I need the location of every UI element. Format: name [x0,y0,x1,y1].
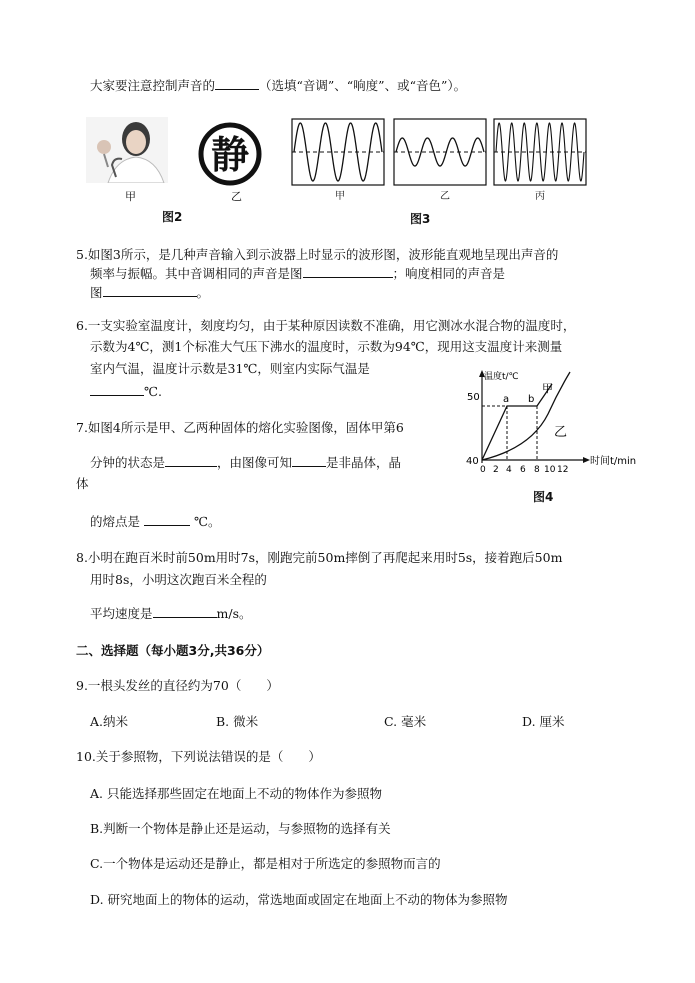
section-2-title: 二、选择题（每小题3分,共36分） [76,643,270,658]
x-tick-10: 10 [544,465,556,475]
fig3-label-bing: 丙 [535,191,545,202]
fig3-label-yi: 乙 [440,191,450,202]
q7-text-d: 的熔点是 [90,514,141,529]
fig3-caption: 图3 [410,212,431,226]
x-tick-2: 2 [493,465,499,475]
q7-unit: ℃。 [193,514,221,529]
fig3-label-jia: 甲 [335,191,345,202]
q8-text-a: 平均速度是 [90,606,153,621]
q8-line3 [90,604,252,622]
q10-option-d[interactable]: D. 研究地面上的物体的运动，常选地面或固定在地面上不动的物体为参照物 [90,892,508,907]
figure-2-doctor-image [86,117,168,183]
q6-blank[interactable] [90,382,144,396]
q7-text-c: 是非晶体，晶 [326,455,402,470]
q9-stem: 9.一根头发丝的直径约为70（ ） [76,678,279,693]
curve-yi [482,372,570,460]
q5-text-b: ；响度相同的声音是 [392,266,506,281]
q10-option-a[interactable]: A. 只能选择那些固定在地面上不动的物体作为参照物 [90,786,382,801]
q8-line1: 8.小明在跑百米时前50m用时7s，刚跑完前50m摔倒了再爬起来用时5s，接着跑后50m [76,550,563,565]
y-axis-label: 温度t/℃ [484,372,519,382]
x-tick-0: 0 [480,465,486,475]
q7-blank-1[interactable] [165,453,217,467]
q9-option-b[interactable]: B. 微米 [216,714,259,729]
intro-line [90,76,466,94]
intro-text-before: 大家要注意控制声音的 [90,78,216,93]
q7-text-b: ，由图像可知 [217,455,293,470]
q5-text-c: 图 [90,285,103,300]
q5-text-a: 频率与振幅。其中音调相同的声音是图 [90,266,303,281]
q5-blank-1[interactable] [303,264,393,278]
x-tick-4: 4 [506,465,512,475]
q6-unit: ℃. [144,384,162,399]
melting-graph [436,368,656,478]
q7-blank-2[interactable] [292,453,326,467]
q5-blank-2[interactable] [103,283,197,297]
q6-line3: 室内气温，温度计示数是31℃，则室内实际气温是 [90,361,370,376]
x-axis-label: 时间t/min [590,456,637,467]
q6-line2: 示数为4℃，测1个标准大气压下沸水的温度时，示数为94℃，现用这支温度计来测量 [90,339,563,354]
q10-stem: 10.关于参照物，下列说法错误的是（ ） [76,749,321,764]
q9-option-c[interactable]: C. 毫米 [384,714,427,729]
q7-blank-3[interactable] [144,512,190,526]
q7-line2b: 体 [76,476,89,491]
point-b-label: b [528,394,535,405]
point-a-label: a [503,394,510,405]
q6-line4 [90,382,162,399]
q5-line2 [90,264,505,282]
fig2-caption: 图2 [162,210,183,224]
figure-2-quiet-sign [189,121,271,187]
y-tick-50: 50 [467,392,480,403]
curve-jia-label: 甲 [542,382,553,395]
q7-line1: 7.如图4所示是甲、乙两种固体的熔化实验图像，固体甲第6 [76,420,404,435]
q9-option-d[interactable]: D. 厘米 [522,714,565,729]
q7-text-a: 分钟的状态是 [90,455,166,470]
figure-4-graph [436,368,656,478]
intro-text-after: （选填“音调”、“响度”、或“音色”）。 [259,78,467,93]
q7-line2 [90,453,401,471]
q6-line1: 6.一支实验室温度计，刻度均匀，由于某种原因读数不准确，用它测冰水混合物的温度时， [76,318,576,333]
fig4-caption: 图4 [533,490,554,504]
x-tick-12: 12 [557,465,569,475]
curve-jia [482,384,552,460]
q10-option-c[interactable]: C.一个物体是运动还是静止，都是相对于所选定的参照物而言的 [90,856,441,871]
q5-text-d: 。 [196,285,210,300]
answer-blank[interactable] [215,76,259,90]
curve-yi-label: 乙 [554,425,568,440]
q5-line1: 5.如图3所示，是几种声音输入到示波器上时显示的波形图，波形能直观地呈现出声音的 [76,247,559,262]
x-tick-8: 8 [534,465,540,475]
waveform-panels [291,118,591,198]
q5-line3 [90,283,209,301]
q9-option-a[interactable]: A.纳米 [90,714,129,729]
doctor-photo-icon [86,117,168,183]
figure-3-waveforms [291,118,591,198]
q8-line2: 用时8s，小明这次跑百米全程的 [90,572,267,587]
fig2-label-jia: 甲 [125,190,136,203]
q8-unit: m/s。 [216,606,252,621]
y-tick-40: 40 [466,456,479,467]
q7-line3 [90,512,220,530]
q8-blank[interactable] [153,604,217,618]
quiet-sign-icon [189,121,271,187]
q10-option-b[interactable]: B.判断一个物体是静止还是运动，与参照物的选择有关 [90,821,391,836]
quiet-sign-char: 静 [210,133,250,177]
fig2-label-yi: 乙 [231,190,242,203]
x-tick-6: 6 [520,465,526,475]
